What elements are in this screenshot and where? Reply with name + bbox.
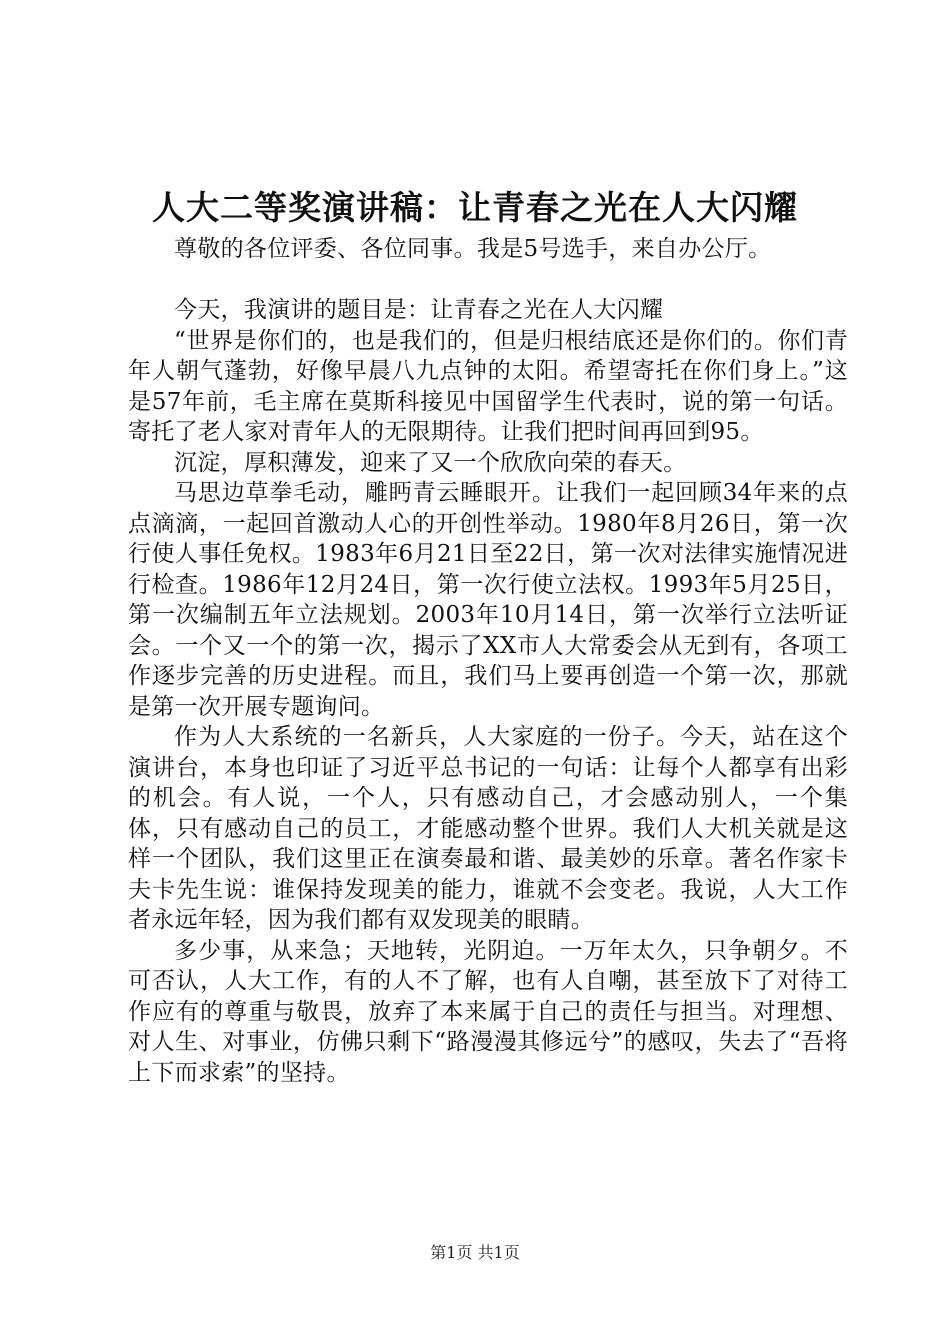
paragraph-greeting: 尊敬的各位评委、各位同事。我是5号选手，来自办公厅。 — [174, 236, 772, 262]
page-footer: 第1页 共1页 — [430, 1243, 520, 1262]
document-title: 人大二等奖演讲稿：让青春之光在人大闪耀 — [152, 188, 798, 227]
paragraph-quote: “世界是你们的，也是我们的，但是归根结底还是你们的。你们青年人朝气蓬勃，好像早晨八九点钟的太阳。希望寄托在你们身上。”这是57年前，毛主席在莫斯科接见中国留学生代表时，说的第一句话。寄托了老人家对青年人的无限期待。让我们把时间再回到95。 — [128, 327, 848, 445]
paragraph-topic: 今天，我演讲的题目是：让青春之光在人大闪耀 — [174, 297, 664, 323]
paragraph-spring: 沉淀，厚积薄发，迎来了又一个欣欣向荣的春天。 — [174, 449, 687, 476]
document-body — [128, 234, 848, 1088]
paragraph-history: 马思边草拳毛动，雕眄青云睡眼开。让我们一起回顾34年来的点点滴滴，一起回首激动人心的开创性举动。1980年8月26日，第一次行使人事任免权。1983年6月21日至22日，第一次对法律实施情况进行检查。1986年12月24日，第一次行使立法权。1993年5月25日，第一次编制五年立法规划。2003年10月14日，第一次举行立法听证会。一个又一个的第一次，揭示了XX市人大常委会从无到有，各项工作逐步完善的历史进程。而且，我们马上要再创造一个第一次，那就是第一次开展专题询问。 — [128, 480, 848, 720]
paragraph-urgency: 多少事，从来急；天地转，光阴迫。一万年太久，只争朝夕。不可否认，人大工作，有的人不了解，也有人自嘲，甚至放下了对待工作应有的尊重与敬畏，放弃了本来属于自己的责任与担当。对理想、对人生、对事业，仿佛只剩下“路漫漫其修远兮”的感叹，失去了“吾将上下而求索”的坚持。 — [128, 937, 848, 1086]
paragraph-newcomer: 作为人大系统的一名新兵，人大家庭的一份子。今天，站在这个演讲台，本身也印证了习近平总书记的一句话：让每个人都享有出彩的机会。有人说，一个人，只有感动自己，才会感动别人，一个集体，只有感动自己的员工，才能感动整个世界。我们人大机关就是这样一个团队，我们这里正在演奏最和谐、最美妙的乐章。著名作家卡夫卡先生说：谁保持发现美的能力，谁就不会变老。我说，人大工作者永远年轻，因为我们都有双发现美的眼睛。 — [128, 724, 848, 933]
